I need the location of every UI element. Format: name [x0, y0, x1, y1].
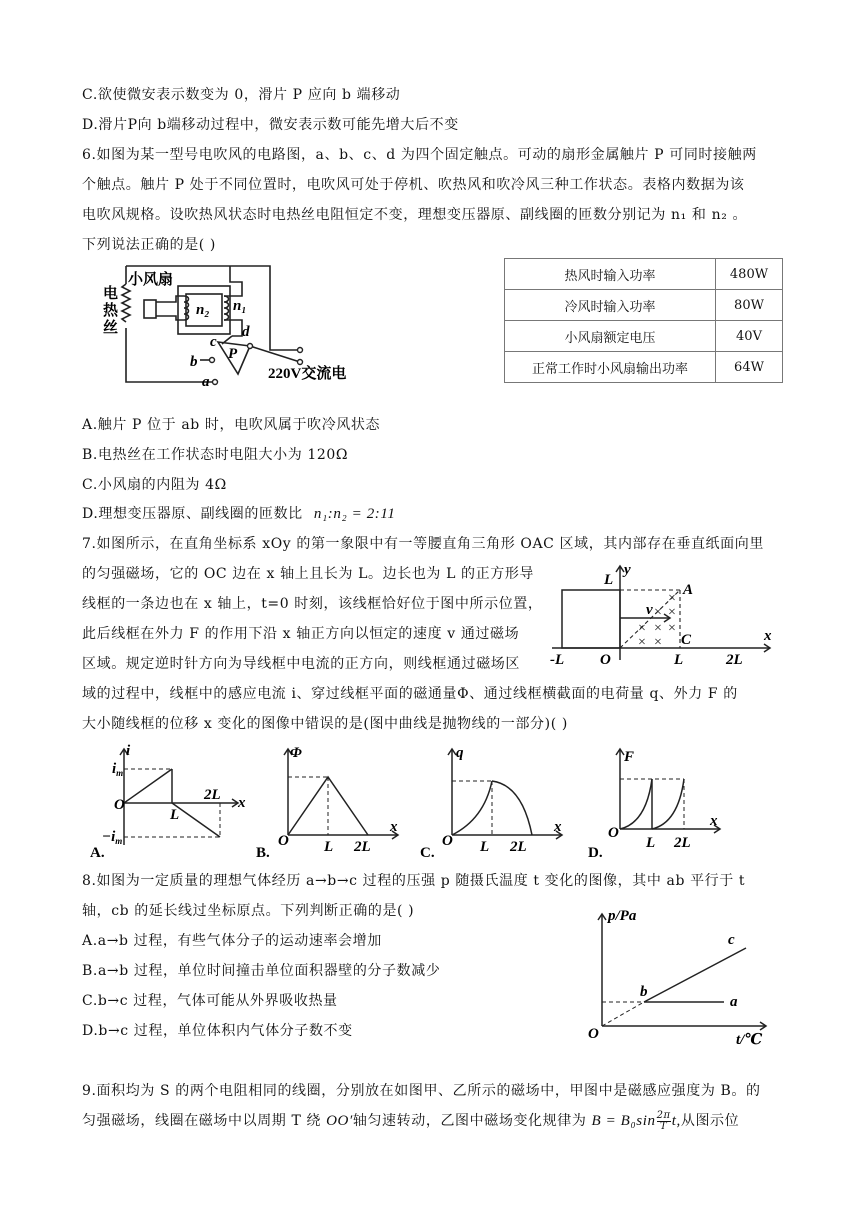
graph-d-L: L — [646, 835, 656, 851]
fig7-2L: 2L — [726, 652, 743, 668]
q7-graph-a — [88, 745, 248, 860]
graph-d-origin: O — [608, 825, 619, 841]
q7-graph-b — [254, 745, 404, 860]
q7-graph-c — [418, 745, 568, 860]
table-row — [505, 290, 783, 321]
q6-option-d-text: D.理想变压器原、副线圈的匝数比 — [82, 506, 303, 522]
q6-stem-2: 个触点。触片 P 处于不同位置时，电吹风可处于停机、吹热风和吹冷风三种工作状态。表格内数据为该 — [82, 177, 745, 193]
spec-value: 480W — [716, 259, 783, 290]
n1-label: n₁ — [233, 298, 247, 314]
table-row — [505, 259, 783, 290]
q5-option-c: C.欲使微安表示数变为 0，滑片 P 应向 b 端移动 — [82, 87, 401, 103]
graph-a-y-label: i — [126, 743, 131, 759]
graph-c-caption: C. — [420, 845, 435, 861]
fig7-L: L — [674, 652, 684, 668]
q8-point-c: c — [728, 932, 735, 948]
fig7-velocity: v — [646, 602, 653, 618]
spec-value: 64W — [716, 352, 783, 383]
graph-b-x-label: x — [390, 819, 398, 835]
graph-a-im: $i_m$ — [112, 761, 124, 778]
q6-option-a: A.触片 P 位于 ab 时，电吹风属于吹冷风状态 — [82, 417, 381, 433]
fig7-neg-L: -L — [550, 652, 565, 668]
q5-option-d: D.滑片P向 b端移动过程中，微安表示数可能先增大后不变 — [82, 117, 459, 133]
hair-dryer-circuit-diagram — [100, 262, 360, 392]
svg-text:×: × — [668, 621, 676, 636]
graph-b-L: L — [324, 839, 334, 855]
fig7-x-axis: x — [764, 628, 772, 644]
q7-stem-2: 的匀强磁场，它的 OC 边在 x 轴上且长为 L。边长也为 L 的正方形导 — [82, 566, 535, 582]
fig7-L-top: L — [604, 572, 614, 588]
spec-value: 80W — [716, 290, 783, 321]
q9-axis-oo: OO′ — [326, 1113, 353, 1129]
spec-item: 冷风时输入功率 — [505, 290, 716, 321]
svg-text:×: × — [654, 621, 662, 636]
svg-text:×: × — [638, 621, 646, 636]
q6-stem-3: 电吹风规格。设吹热风状态时电热丝电阻恒定不变，理想变压器原、副线圈的匝数分别记为 n₁ 和 n₂ 。 — [82, 207, 748, 223]
q9-frac-num: 2π — [656, 1109, 671, 1121]
q6-option-d-ratio: n₁:n₂ = 2:11 — [313, 506, 396, 522]
contact-d-label: d — [242, 324, 250, 340]
spec-item: 正常工作时小风扇输出功率 — [505, 352, 716, 383]
q6-option-d — [82, 503, 395, 523]
svg-text:×: × — [638, 635, 646, 650]
graph-d-2L: 2L — [674, 835, 691, 851]
q9-text-a: 匀强磁场，线圈在磁场中以周期 T 绕 — [82, 1113, 327, 1129]
graph-b-y-label: Φ — [290, 745, 302, 761]
q9-text-f: 从图示位 — [680, 1113, 740, 1129]
q8-option-b: B.a→b 过程，单位时间撞击单位面积器壁的分子数减少 — [82, 963, 441, 979]
svg-text:×: × — [668, 605, 676, 620]
graph-b-origin: O — [278, 833, 289, 849]
table-row — [505, 352, 783, 383]
graph-c-L: L — [480, 839, 490, 855]
contact-b-label: b — [190, 354, 198, 370]
hair-dryer-spec-table — [504, 258, 783, 383]
q8-point-a: a — [730, 994, 738, 1010]
q8-p-t-graph — [586, 908, 776, 1048]
source-label: 220V交流电 — [268, 366, 347, 382]
graph-a-2L: 2L — [204, 787, 221, 803]
slider-p-label: P — [228, 346, 238, 362]
q8-option-d: D.b→c 过程，单位体积内气体分子数不变 — [82, 1023, 353, 1039]
svg-text:×: × — [668, 591, 676, 606]
fig7-point-A: A — [683, 582, 694, 598]
q7-stem-4: 此后线框在外力 F 的作用下沿 x 轴正方向以恒定的速度 v 通过磁场 — [82, 626, 520, 642]
graph-c-origin: O — [442, 833, 453, 849]
q9-t: t, — [671, 1113, 681, 1129]
fig7-y-axis: y — [624, 562, 631, 578]
graph-d-x-label: x — [710, 813, 718, 829]
graph-c-y-label: q — [456, 745, 464, 761]
svg-text:×: × — [654, 605, 662, 620]
table-row — [505, 321, 783, 352]
q8-p-axis: p/Pa — [608, 908, 637, 924]
graph-d-y-label: F — [624, 749, 635, 765]
fan-label: 小风扇 — [128, 272, 174, 288]
q9-fraction — [657, 1111, 671, 1132]
q8-option-c: C.b→c 过程，气体可能从外界吸收热量 — [82, 993, 338, 1009]
q6-stem-1: 6.如图为某一型号电吹风的电路图，a、b、c、d 为四个固定触点。可动的扇形金属触片 P 可同时接触两 — [82, 147, 757, 163]
q8-point-b: b — [640, 984, 648, 1000]
n2-label: n₂ — [196, 302, 210, 318]
q7-stem-7: 大小随线框的位移 x 变化的图像中错误的是(图中曲线是抛物线的一部分)( ) — [82, 716, 568, 732]
graph-c-x-label: x — [554, 819, 562, 835]
q6-option-b: B.电热丝在工作状态时电阻大小为 120Ω — [82, 447, 349, 463]
graph-a-origin: O — [114, 797, 125, 813]
q9-stem-1: 9.面积均为 S 的两个电阻相同的线圈，分别放在如图甲、乙所示的磁场中，甲图中是磁感应强度为 B。的 — [82, 1083, 761, 1099]
graph-d-caption: D. — [588, 845, 603, 861]
q9-stem-2 — [82, 1110, 739, 1132]
q9-formula: B = B₀sin — [591, 1113, 656, 1129]
heater-label-3: 丝 — [103, 320, 119, 336]
q7-stem-5: 区域。规定逆时针方向为导线框中电流的正方向，则线框通过磁场区 — [82, 656, 520, 672]
spec-value: 40V — [716, 321, 783, 352]
q8-stem-1: 8.如图为一定质量的理想气体经历 a→b→c 过程的压强 p 随摄氏温度 t 变化的图像，其中 ab 平行于 t — [82, 873, 746, 889]
graph-a-neg-im: $-i_m$ — [102, 829, 123, 846]
q6-option-c: C.小风扇的内阻为 4Ω — [82, 477, 227, 493]
fig7-point-C: C — [681, 632, 692, 648]
graph-a-caption: A. — [90, 845, 105, 861]
contact-a-label: a — [202, 374, 210, 390]
svg-text:×: × — [654, 635, 662, 650]
spec-item: 小风扇额定电压 — [505, 321, 716, 352]
heater-label-2: 热 — [103, 303, 119, 319]
q8-t-axis: t/℃ — [736, 1032, 763, 1048]
heater-label-1: 电 — [103, 286, 119, 302]
contact-c-label: c — [210, 334, 217, 350]
graph-a-x-label: x — [238, 795, 246, 811]
q7-coordinate-figure — [548, 560, 778, 670]
graph-a-L: L — [170, 807, 180, 823]
q8-origin: O — [588, 1026, 599, 1042]
q7-stem-6: 域的过程中，线框中的感应电流 i、穿过线框平面的磁通量Φ、通过线框横截面的电荷量 q、外力 F 的 — [82, 686, 738, 702]
q9-frac-den: T — [660, 1120, 668, 1132]
fig7-origin: O — [600, 652, 611, 668]
graph-b-caption: B. — [256, 845, 270, 861]
graph-c-2L: 2L — [510, 839, 527, 855]
q8-option-a: A.a→b 过程，有些气体分子的运动速率会增加 — [82, 933, 382, 949]
q6-stem-4: 下列说法正确的是( ) — [82, 237, 216, 253]
q9-text-c: 轴匀速转动，乙图中磁场变化规律为 — [352, 1113, 592, 1129]
q7-stem-3: 线框的一条边也在 x 轴上，t=0 时刻，该线框恰好位于图中所示位置， — [82, 596, 543, 612]
spec-item: 热风时输入功率 — [505, 259, 716, 290]
q8-stem-2: 轴，cb 的延长线过坐标原点。下列判断正确的是( ) — [82, 903, 415, 919]
graph-b-2L: 2L — [354, 839, 371, 855]
q7-stem-1: 7.如图所示，在直角坐标系 xOy 的第一象限中有一等腰直角三角形 OAC 区域，其内部存在垂直纸面向里 — [82, 536, 764, 552]
q7-graph-d — [586, 745, 726, 860]
